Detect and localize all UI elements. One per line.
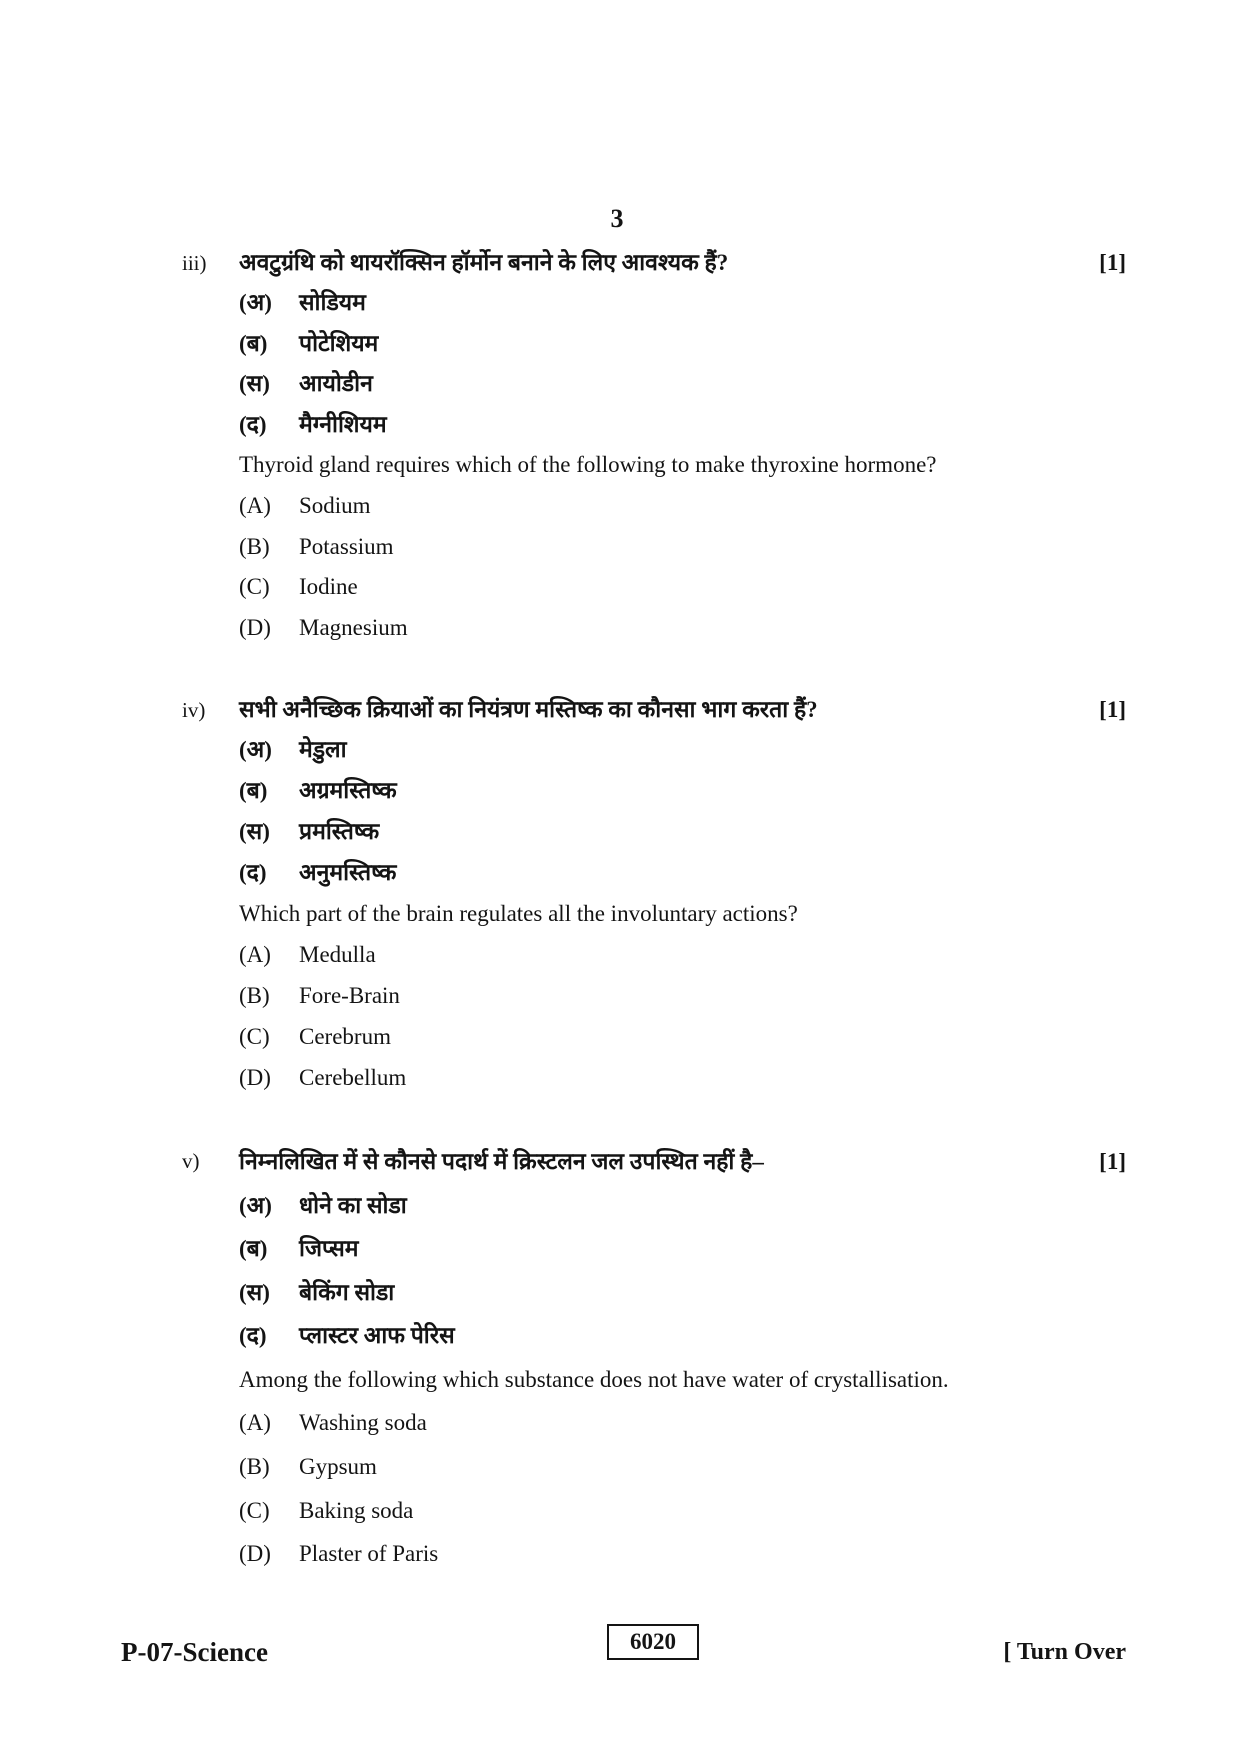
turn-over-label: [ Turn Over (1003, 1639, 1126, 1665)
option-label: (स) (239, 1279, 270, 1305)
option-text: Sodium (299, 492, 371, 518)
option-row-hindi (0, 1314, 1241, 1358)
option-label: (स) (239, 819, 270, 845)
option-text: अनुमस्तिष्क (299, 860, 397, 886)
option-text: पोटेशियम (299, 330, 379, 356)
option-row-hindi (0, 1271, 1241, 1315)
option-text: Baking soda (299, 1497, 414, 1523)
option-text: प्लास्टर आफ पेरिस (299, 1323, 455, 1349)
option-text: Medulla (299, 941, 376, 967)
option-row-hindi (0, 812, 1241, 853)
option-label: (ब) (239, 778, 268, 804)
option-row-hindi (0, 771, 1241, 812)
question-header-row (0, 1140, 1241, 1184)
option-row-english (0, 1401, 1241, 1445)
option-row-english (0, 527, 1241, 568)
option-text: Cerebrum (299, 1023, 391, 1049)
option-row-english (0, 608, 1241, 649)
option-text: मेडुला (299, 737, 347, 763)
option-text: बेकिंग सोडा (299, 1279, 395, 1305)
question-english-row (0, 1358, 1241, 1402)
option-label: (D) (239, 1541, 271, 1567)
option-text: Washing soda (299, 1410, 427, 1436)
question-number: iii) (182, 250, 207, 275)
option-row-hindi (0, 1227, 1241, 1271)
question-number: iv) (182, 697, 206, 722)
option-row-hindi (0, 324, 1241, 365)
option-label: (C) (239, 1497, 270, 1523)
option-row-hindi (0, 853, 1241, 894)
option-text: Fore-Brain (299, 982, 400, 1008)
question-text-hindi: सभी अनैच्छिक क्रियाओं का नियंत्रण मस्तिष्क का कौनसा भाग करता हैं? (239, 696, 818, 722)
option-label: (B) (239, 533, 270, 559)
question-text-hindi: अवटुग्रंथि को थायरॉक्सिन हॉर्मोन बनाने के लिए आवश्यक हैं? (239, 249, 729, 275)
option-label: (अ) (239, 290, 272, 316)
option-label: (द) (239, 860, 267, 886)
option-label: (B) (239, 982, 270, 1008)
option-row-english (0, 976, 1241, 1017)
option-label: (D) (239, 1064, 271, 1090)
option-row-english (0, 1445, 1241, 1489)
option-text: Iodine (299, 574, 358, 600)
question-text-hindi: निम्नलिखित में से कौनसे पदार्थ में क्रिस्टलन जल उपस्थित नहीं है– (239, 1149, 764, 1175)
option-label: (ब) (239, 330, 268, 356)
option-text: सोडियम (299, 290, 366, 316)
option-label: (C) (239, 1023, 270, 1049)
question-block (0, 1140, 1241, 1575)
option-text: मैग्नीशियम (299, 411, 387, 437)
option-label: (A) (239, 1410, 271, 1436)
option-label: (C) (239, 574, 270, 600)
question-header-row (0, 690, 1241, 731)
option-text: प्रमस्तिष्क (299, 819, 380, 845)
option-label: (ब) (239, 1236, 268, 1262)
option-row-english (0, 1058, 1241, 1099)
option-text: जिप्सम (299, 1236, 359, 1262)
option-row-english (0, 1017, 1241, 1058)
marks: [1] (1099, 696, 1126, 722)
option-row-hindi (0, 1184, 1241, 1228)
option-row-hindi (0, 405, 1241, 446)
option-row-english (0, 486, 1241, 527)
option-text: Plaster of Paris (299, 1541, 439, 1567)
option-row-english (0, 567, 1241, 608)
option-text: धोने का सोडा (299, 1192, 407, 1218)
option-text: Cerebellum (299, 1064, 407, 1090)
option-label: (स) (239, 371, 270, 397)
option-row-hindi (0, 730, 1241, 771)
option-row-hindi (0, 283, 1241, 324)
option-label: (B) (239, 1454, 270, 1480)
question-block (0, 690, 1241, 1099)
option-label: (अ) (239, 1192, 272, 1218)
option-row-english (0, 1532, 1241, 1576)
question-english-row (0, 894, 1241, 935)
option-label: (A) (239, 941, 271, 967)
option-label: (D) (239, 614, 271, 640)
option-row-hindi (0, 364, 1241, 405)
option-text: अग्रमस्तिष्क (299, 778, 397, 804)
option-row-english (0, 935, 1241, 976)
option-label: (द) (239, 1323, 267, 1349)
option-text: आयोडीन (299, 371, 373, 397)
marks: [1] (1099, 1149, 1126, 1175)
marks: [1] (1099, 249, 1126, 275)
paper-code: P-07-Science (121, 1637, 268, 1667)
question-text-english: Which part of the brain regulates all the involuntary actions? (239, 900, 798, 926)
option-label: (द) (239, 411, 267, 437)
option-label: (A) (239, 492, 271, 518)
option-row-english (0, 1489, 1241, 1533)
page-number: 3 (610, 204, 624, 233)
code-box: 6020 (607, 1624, 699, 1660)
question-number: v) (182, 1149, 200, 1174)
question-english-row (0, 445, 1241, 486)
question-text-english: Among the following which substance does not have water of crystallisation. (239, 1366, 949, 1392)
option-text: Gypsum (299, 1454, 377, 1480)
question-text-english: Thyroid gland requires which of the following to make thyroxine hormone? (239, 452, 937, 478)
option-text: Potassium (299, 533, 394, 559)
question-block (0, 243, 1241, 648)
option-label: (अ) (239, 737, 272, 763)
option-text: Magnesium (299, 614, 408, 640)
question-header-row (0, 243, 1241, 284)
